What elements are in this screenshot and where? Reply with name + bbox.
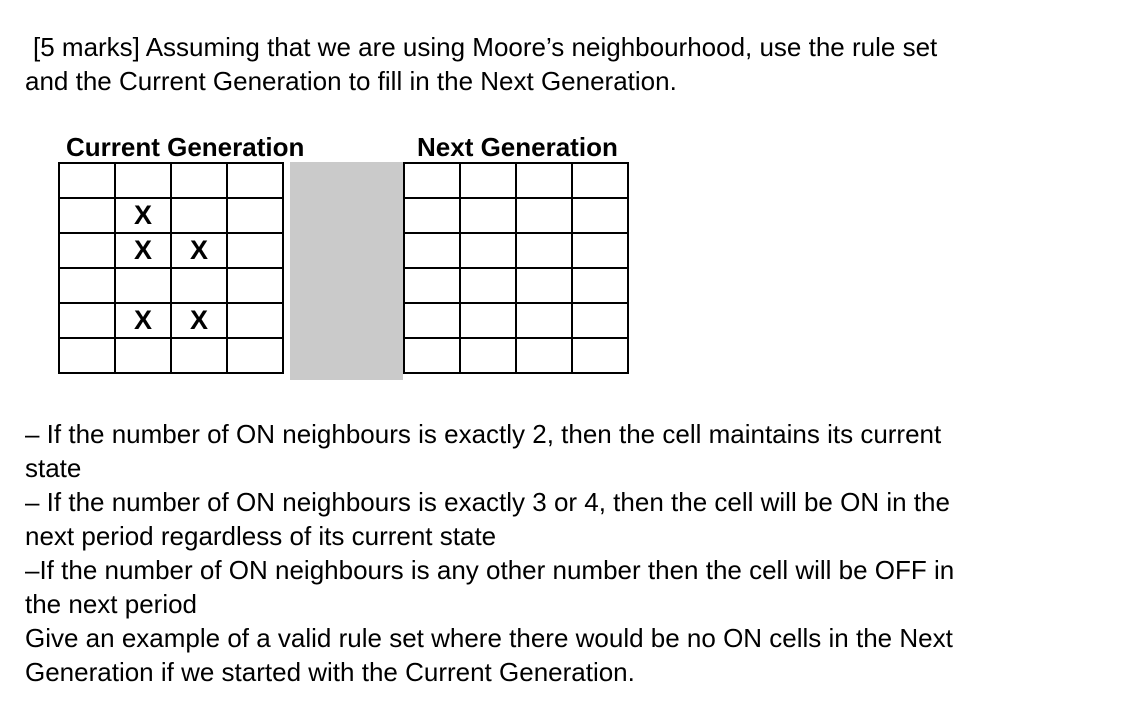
next-generation-cell[interactable]: [516, 303, 572, 338]
current-generation-title: Current Generation: [66, 132, 305, 162]
current-generation-row: [59, 163, 283, 198]
current-generation-cell: X: [171, 303, 227, 338]
current-generation-cell: X: [171, 233, 227, 268]
current-generation-cell: [59, 268, 115, 303]
current-generation-cell: [59, 338, 115, 373]
next-generation-cell[interactable]: [404, 268, 460, 303]
current-generation-cell: [115, 338, 171, 373]
current-generation-cell: [171, 198, 227, 233]
current-generation-cell: [59, 233, 115, 268]
next-generation-cell[interactable]: [516, 338, 572, 373]
next-generation-cell[interactable]: [516, 233, 572, 268]
current-generation-cell: [59, 163, 115, 198]
current-generation-cell: [227, 163, 283, 198]
rule-line: Generation if we started with the Current Generation.: [25, 657, 635, 687]
grid-separator: [290, 162, 403, 380]
next-generation-cell[interactable]: [516, 198, 572, 233]
current-generation-cell: [59, 198, 115, 233]
current-generation-cell: X: [115, 303, 171, 338]
next-generation-cell[interactable]: [572, 233, 628, 268]
intro-line-2: and the Current Generation to fill in the Next Generation.: [25, 66, 677, 96]
rule-line: next period regardless of its current state: [25, 521, 497, 551]
next-generation-cell[interactable]: [572, 338, 628, 373]
rule-set: [25, 417, 954, 689]
current-generation-cell: [227, 233, 283, 268]
rule-line: – If the number of ON neighbours is exactly 3 or 4, then the cell will be ON in the: [25, 487, 950, 517]
current-generation-cell: [227, 268, 283, 303]
current-generation-cell: [59, 303, 115, 338]
next-generation-cell[interactable]: [460, 163, 516, 198]
next-generation-cell[interactable]: [404, 163, 460, 198]
next-generation-row: [404, 198, 628, 233]
current-generation-cell: [171, 268, 227, 303]
next-generation-row: [404, 233, 628, 268]
next-generation-cell[interactable]: [460, 338, 516, 373]
next-generation-cell[interactable]: [404, 303, 460, 338]
next-generation-cell[interactable]: [460, 268, 516, 303]
current-generation-cell: [115, 163, 171, 198]
rule-line: –If the number of ON neighbours is any other number then the cell will be OFF in: [25, 555, 955, 585]
current-generation-row: [59, 303, 283, 338]
rule-line: – If the number of ON neighbours is exactly 2, then the cell maintains its current: [25, 419, 942, 449]
current-generation-grid: [58, 162, 284, 374]
next-generation-cell[interactable]: [404, 233, 460, 268]
next-generation-title: Next Generation: [417, 132, 618, 162]
next-generation-cell[interactable]: [404, 198, 460, 233]
next-generation-row: [404, 268, 628, 303]
current-generation-cell: [171, 163, 227, 198]
rule-line: state: [25, 453, 82, 483]
current-generation-cell: [171, 338, 227, 373]
next-generation-cell[interactable]: [460, 233, 516, 268]
next-generation-grid[interactable]: [403, 162, 629, 374]
next-generation-cell[interactable]: [572, 303, 628, 338]
next-generation-cell[interactable]: [516, 163, 572, 198]
current-generation-row: [59, 233, 283, 268]
next-generation-cell[interactable]: [572, 268, 628, 303]
next-generation-cell[interactable]: [404, 338, 460, 373]
next-generation-row: [404, 303, 628, 338]
current-generation-row: [59, 198, 283, 233]
current-generation-cell: [115, 268, 171, 303]
next-generation-cell[interactable]: [572, 198, 628, 233]
question-intro: [25, 30, 937, 98]
next-generation-cell[interactable]: [460, 303, 516, 338]
next-generation-row: [404, 338, 628, 373]
next-generation-cell[interactable]: [460, 198, 516, 233]
current-generation-cell: [227, 303, 283, 338]
next-generation-cell[interactable]: [572, 163, 628, 198]
current-generation-cell: X: [115, 233, 171, 268]
next-generation-row: [404, 163, 628, 198]
current-generation-cell: [227, 338, 283, 373]
next-generation-cell[interactable]: [516, 268, 572, 303]
current-generation-cell: [227, 198, 283, 233]
intro-line-1: [5 marks] Assuming that we are using Moore’s neighbourhood, use the rule set: [33, 32, 938, 62]
rule-line: the next period: [25, 589, 198, 619]
current-generation-row: [59, 338, 283, 373]
current-generation-cell: X: [115, 198, 171, 233]
rule-line: Give an example of a valid rule set where there would be no ON cells in the Next: [25, 623, 953, 653]
current-generation-row: [59, 268, 283, 303]
